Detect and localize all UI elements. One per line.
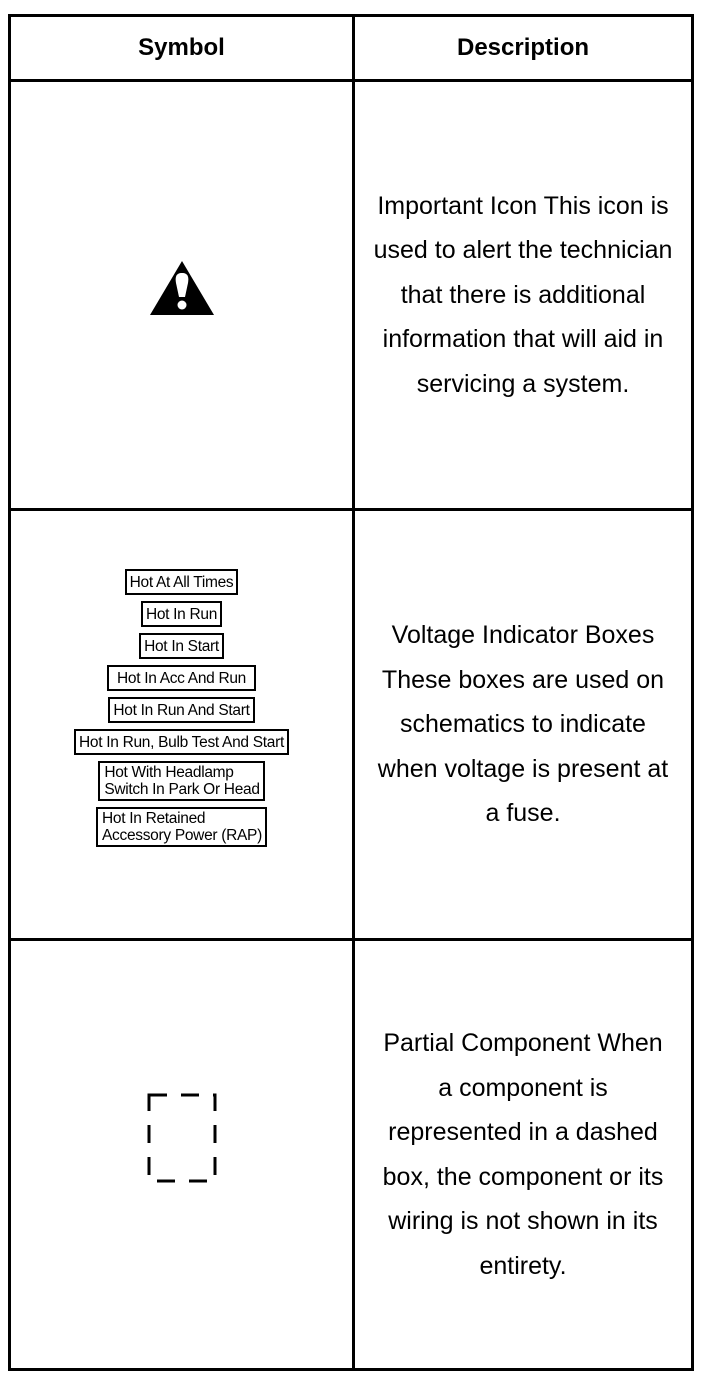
voltage-indicator-box: Hot In Acc And Run <box>107 665 256 691</box>
voltage-indicator-box: Hot With Headlamp Switch In Park Or Head <box>98 761 264 801</box>
voltage-indicator-box: Hot In Retained Accessory Power (RAP) <box>96 807 267 847</box>
voltage-indicator-box: Hot In Run, Bulb Test And Start <box>74 729 289 755</box>
row-1-symbol-cell <box>11 82 352 508</box>
row-2-symbol-cell <box>11 511 352 938</box>
row-1-description-cell <box>355 82 691 508</box>
header-description-cell <box>355 17 691 79</box>
header-symbol: Symbol <box>138 34 225 61</box>
dashed-box-icon <box>146 1092 218 1189</box>
voltage-indicator-box: Hot In Start <box>139 633 224 659</box>
row-3-description: Partial Component When a component is represented in a dashed box, the component or its wiring is not shown in its entirety. <box>382 1029 664 1280</box>
voltage-indicator-box: Hot In Run And Start <box>108 697 254 723</box>
row-3-symbol-cell <box>11 941 352 1368</box>
row-2-description-cell <box>355 511 691 938</box>
warning-triangle-exclamation-icon <box>148 258 216 323</box>
voltage-indicator-box: Hot At All Times <box>125 569 239 595</box>
header-symbol-cell <box>11 17 352 79</box>
voltage-indicator-box-list <box>74 569 289 847</box>
symbol-legend-table <box>8 14 694 1371</box>
row-1-description: Important Icon This icon is used to alert the technician that there is additional information that will aid in servicing a system. <box>373 191 673 398</box>
row-2-description: Voltage Indicator Boxes These boxes are used on schematics to indicate when voltage is present at a fuse. <box>377 621 669 828</box>
row-3-description-cell <box>355 941 691 1368</box>
header-description: Description <box>456 34 590 61</box>
voltage-indicator-box: Hot In Run <box>141 601 222 627</box>
